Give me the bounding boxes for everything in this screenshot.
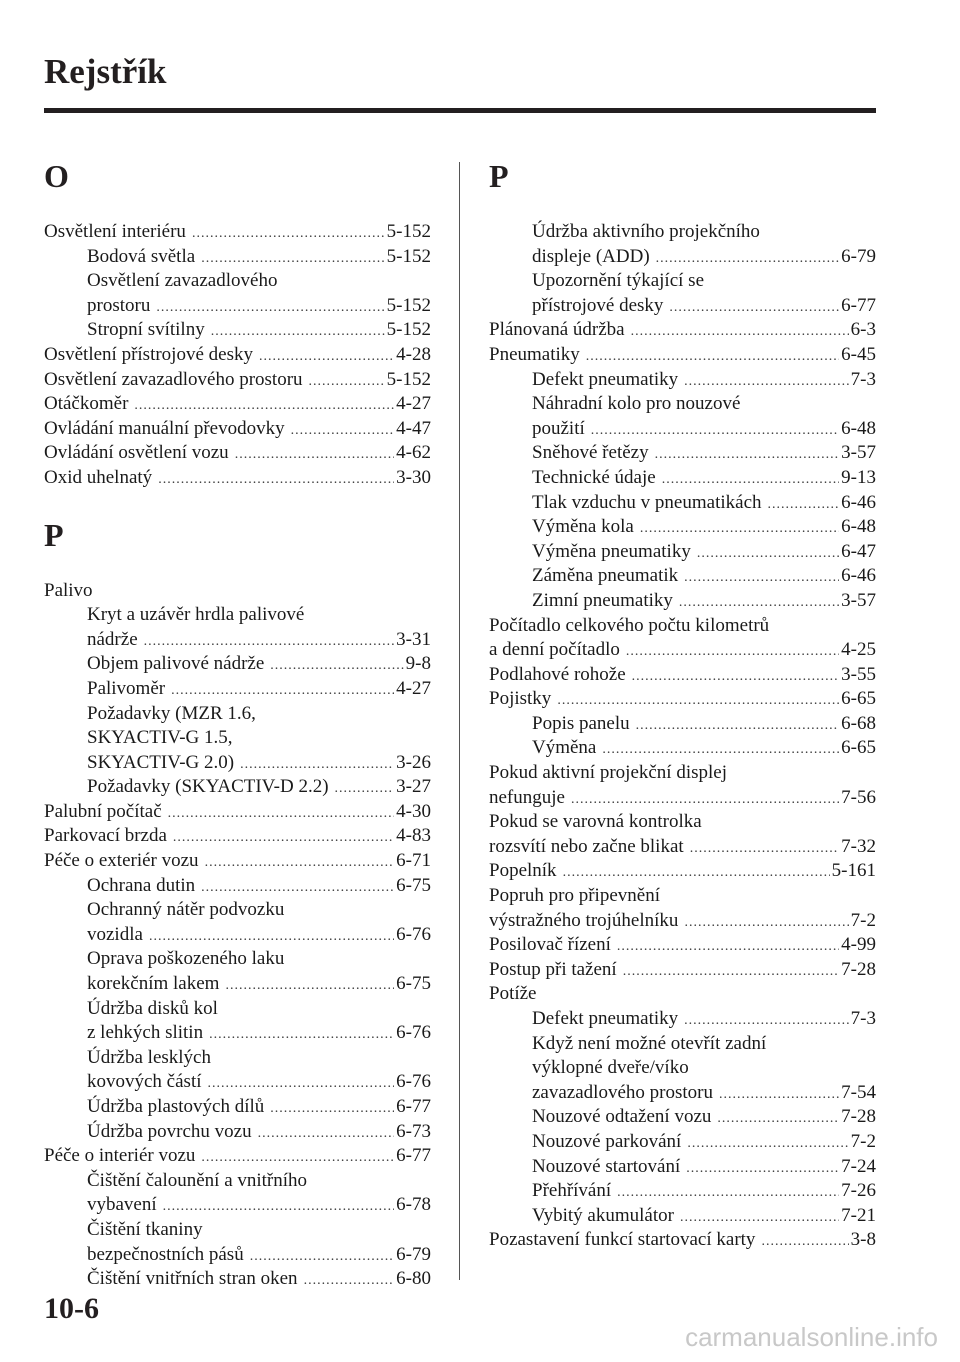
entry-text: Defekt pneumatiky (532, 1008, 679, 1029)
entry-text: rozsvítí nebo začne blikat (489, 835, 684, 857)
page-reference: 3-8 (850, 1229, 876, 1251)
entry-text: zavazadlového prostoru (532, 1081, 713, 1103)
index-subentry (44, 923, 431, 948)
index-entry (489, 663, 876, 688)
dot-leader (617, 1181, 839, 1206)
page-reference: 6-76 (396, 1071, 431, 1093)
page-reference: 7-3 (850, 1008, 876, 1029)
dot-leader (173, 826, 394, 851)
entry-text: Přehřívání (532, 1180, 612, 1202)
entry-text: korekčním lakem (87, 973, 220, 995)
index-subentry (489, 712, 876, 737)
index-subentry (489, 589, 876, 614)
index-entry (489, 687, 876, 712)
dot-leader (632, 665, 840, 690)
dot-leader (684, 370, 849, 395)
entry-text: Vybitý akumulátor (532, 1204, 674, 1226)
entry-text: bezpečnostních pásů (87, 1243, 244, 1265)
entry-text: SKYACTIV-G 2.0) (87, 751, 235, 773)
page-reference: 6-79 (841, 245, 876, 267)
index-subentry (44, 294, 431, 319)
entry-text: SKYACTIV-G 1.5, (87, 727, 233, 749)
dot-leader (240, 753, 394, 778)
entry-text: Čištění vnitřních stran oken (87, 1268, 298, 1290)
page-reference: 4-27 (396, 393, 431, 415)
index-subentry (489, 392, 876, 417)
entry-text: Osvětlení přístrojové desky (44, 343, 253, 365)
index-subentry (44, 1046, 431, 1071)
dot-leader (662, 468, 839, 493)
dot-leader (205, 851, 395, 876)
page-reference: 6-75 (396, 973, 431, 995)
dot-leader (201, 1146, 394, 1171)
dot-leader (134, 394, 394, 419)
index-entry (489, 1228, 876, 1253)
page-reference: 7-54 (841, 1081, 876, 1103)
entry-text: Podlahové rohože (489, 663, 626, 685)
page-reference: 3-57 (841, 589, 876, 611)
index-subentry (489, 1081, 876, 1106)
dot-leader (687, 1132, 848, 1157)
dot-leader (586, 345, 839, 370)
dot-leader (684, 566, 839, 591)
index-entry (489, 982, 876, 1007)
entry-text: Údržba povrchu vozu (87, 1120, 252, 1142)
entry-text: Údržba disků kol (87, 997, 218, 1019)
entry-text: Parkovací brzda (44, 825, 167, 847)
page-reference: 6-48 (841, 516, 876, 538)
entry-text: Pojistky (489, 688, 552, 710)
index-subentry (489, 417, 876, 442)
index-entry (44, 466, 431, 491)
dot-leader (684, 1009, 849, 1034)
dot-leader (291, 419, 395, 444)
dot-leader (686, 1157, 839, 1182)
dot-leader (690, 837, 839, 862)
entry-text: Otáčkoměr (44, 393, 129, 415)
page-reference: 6-65 (841, 688, 876, 710)
entry-text: Požadavky (MZR 1.6, (87, 702, 256, 724)
page-reference: 5-161 (831, 860, 876, 882)
page-reference: 3-26 (396, 751, 431, 773)
index-entry (489, 638, 876, 663)
index-entry (44, 1144, 431, 1169)
page-reference: 5-152 (386, 294, 431, 316)
dot-leader (602, 738, 839, 763)
entry-text: Potíže (489, 983, 537, 1005)
page-reference: 6-75 (396, 874, 431, 896)
dot-leader (235, 443, 394, 468)
index-subentry (489, 466, 876, 491)
index-entry (44, 849, 431, 874)
dot-leader (640, 517, 839, 542)
page-reference: 6-46 (841, 565, 876, 587)
entry-text: Výměna pneumatiky (532, 540, 691, 562)
entry-text: Osvětlení zavazadlového prostoru (44, 368, 303, 390)
dot-leader (335, 777, 395, 802)
dot-leader (250, 1245, 394, 1270)
page-reference: 6-48 (841, 417, 876, 439)
page-reference: 4-30 (396, 800, 431, 822)
index-subentry (44, 1267, 431, 1292)
entry-text: Pozastavení funkcí startovací karty (489, 1229, 756, 1251)
page-reference: 6-78 (396, 1194, 431, 1216)
entry-text: vozidla (87, 923, 143, 945)
entry-text: Když není možné otevřít zadní (532, 1032, 767, 1054)
index-subentry (489, 441, 876, 466)
entry-text: prostoru (87, 294, 151, 316)
entry-text: Ochrana dutin (87, 874, 196, 896)
page-reference: 7-3 (850, 368, 876, 390)
index-subentry (489, 515, 876, 540)
index-entry (489, 958, 876, 983)
page-reference: 6-65 (841, 737, 876, 759)
dot-leader (717, 1107, 839, 1132)
page-reference: 6-45 (841, 343, 876, 365)
page-reference: 6-77 (841, 294, 876, 316)
page-reference: 6-76 (396, 923, 431, 945)
entry-text: kovových částí (87, 1071, 202, 1093)
dot-leader (158, 468, 394, 493)
index-entry (44, 824, 431, 849)
page-reference: 7-21 (841, 1204, 876, 1226)
dot-leader (680, 1206, 839, 1231)
dot-leader (655, 443, 840, 468)
page-reference: 3-57 (841, 442, 876, 464)
index-subentry (489, 1179, 876, 1204)
dot-leader (617, 935, 839, 960)
index-subentry (489, 1130, 876, 1155)
dot-leader (684, 911, 848, 936)
dot-leader (571, 788, 839, 813)
entry-text: Náhradní kolo pro nouzové (532, 393, 741, 415)
column-divider (459, 162, 460, 1280)
page-reference: 7-26 (841, 1180, 876, 1202)
index-subentry (489, 269, 876, 294)
dot-leader (697, 542, 839, 567)
page-reference: 5-152 (386, 319, 431, 341)
dot-leader (557, 689, 839, 714)
entry-text: výstražného trojúhelníku (489, 909, 679, 931)
dot-leader (201, 247, 384, 272)
page-reference: 4-62 (396, 442, 431, 464)
index-subentry (44, 751, 431, 776)
watermark: carmanualsonline.info (685, 1322, 938, 1352)
entry-text: Čištění čalounění a vnitřního (87, 1169, 308, 1191)
page-reference: 6-46 (841, 491, 876, 513)
dot-leader (304, 1269, 395, 1294)
page-reference: 4-99 (841, 934, 876, 956)
entry-text: Ochranný nátěr podvozku (87, 899, 285, 921)
index-subentry (44, 1218, 431, 1243)
entry-text: Palubní počítač (44, 800, 162, 822)
dot-leader (309, 370, 385, 395)
index-entry (44, 800, 431, 825)
page-number: 10-6 (44, 1292, 99, 1325)
index-entry (44, 392, 431, 417)
index-subentry (489, 1056, 876, 1081)
page-reference: 4-83 (396, 825, 431, 847)
entry-text: Popis panelu (532, 712, 630, 734)
index-subentry (489, 1204, 876, 1229)
entry-text: Kryt a uzávěr hrdla palivové (87, 604, 305, 626)
page-reference: 6-68 (841, 712, 876, 734)
index-subentry (44, 245, 431, 270)
entry-text: nádrže (87, 628, 138, 650)
page-reference: 4-27 (396, 677, 431, 699)
index-subentry (489, 245, 876, 270)
dot-leader (563, 861, 830, 886)
index-entry (44, 441, 431, 466)
dot-leader (623, 960, 839, 985)
page-reference: 9-13 (841, 466, 876, 488)
index-entry (44, 417, 431, 442)
entry-text: Pokud aktivní projekční displej (489, 762, 728, 784)
dot-leader (163, 1195, 395, 1220)
dot-leader (656, 247, 840, 272)
entry-text: vybavení (87, 1194, 157, 1216)
entry-text: Popruh pro připevnění (489, 885, 660, 907)
index-subentry (489, 540, 876, 565)
page-reference: 4-47 (396, 417, 431, 439)
index-column-right (489, 156, 876, 1253)
index-subentry (44, 1070, 431, 1095)
index-subentry (44, 898, 431, 923)
page-reference: 6-80 (396, 1268, 431, 1290)
page-reference: 7-28 (841, 1106, 876, 1128)
entry-text: Výměna (532, 737, 597, 759)
index-subentry (489, 1155, 876, 1180)
index-entry (489, 761, 876, 786)
entry-text: přístrojové desky (532, 294, 664, 316)
dot-leader (259, 345, 394, 370)
dot-leader (156, 296, 384, 321)
dot-leader (270, 654, 403, 679)
entry-text: Údržba aktivního projekčního (532, 221, 760, 242)
entry-text: Osvětlení zavazadlového (87, 270, 278, 292)
dot-leader (591, 419, 839, 444)
index-subentry (44, 1243, 431, 1268)
index-subentry (489, 1105, 876, 1130)
page-reference: 7-24 (841, 1155, 876, 1177)
index-subentry (489, 736, 876, 761)
index-subentry (44, 1169, 431, 1194)
index-subentry (44, 997, 431, 1022)
page-reference: 4-25 (841, 639, 876, 661)
index-column-left (44, 156, 431, 1292)
index-subentry (44, 726, 431, 751)
page-reference: 7-32 (841, 835, 876, 857)
index-entry (489, 859, 876, 884)
index-subentry (44, 1095, 431, 1120)
page-title: Rejstřík (44, 52, 167, 91)
section-letter: O (44, 158, 69, 194)
entry-text: Tlak vzduchu v pneumatikách (532, 491, 762, 513)
index-entry (489, 786, 876, 811)
entry-text: Pneumatiky (489, 343, 580, 365)
page-reference: 6-76 (396, 1022, 431, 1044)
page-reference: 3-30 (396, 466, 431, 488)
entry-text: Technické údaje (532, 466, 656, 488)
page-reference: 9-8 (405, 653, 431, 675)
page-reference: 5-152 (386, 368, 431, 390)
index-subentry (489, 220, 876, 245)
page-reference: 5-152 (386, 221, 431, 242)
index-subentry (44, 652, 431, 677)
dot-leader (171, 679, 394, 704)
index-subentry (489, 564, 876, 589)
entry-text: Popelník (489, 860, 557, 882)
entry-text: Údržba plastových dílů (87, 1096, 265, 1117)
entry-text: Stropní svítilny (87, 319, 205, 341)
entry-text: Sněhové řetězy (532, 442, 649, 464)
entry-text: Péče o interiér vozu (44, 1145, 196, 1167)
index-entry (44, 220, 431, 245)
index-subentry (44, 775, 431, 800)
entry-text: Defekt pneumatiky (532, 368, 679, 390)
dot-leader (144, 630, 395, 655)
index-entry (44, 368, 431, 393)
dot-leader (626, 640, 839, 665)
index-subentry (44, 947, 431, 972)
section-letter: P (44, 516, 64, 553)
index-entry (489, 884, 876, 909)
entry-text: Postup při tažení (489, 958, 617, 980)
page-reference: 3-55 (841, 663, 876, 685)
index-entry (489, 835, 876, 860)
entry-text: Palivoměr (87, 677, 166, 699)
entry-text: Palivo (44, 579, 93, 601)
dot-leader (719, 1083, 839, 1108)
entry-text: Péče o exteriér vozu (44, 850, 199, 872)
entry-text: Nouzové startování (532, 1155, 681, 1177)
page-reference: 5-152 (386, 245, 431, 267)
index-subentry (44, 1193, 431, 1218)
dot-leader (258, 1122, 395, 1147)
index-entry (44, 343, 431, 368)
entry-text: Údržba lesklých (87, 1046, 211, 1068)
dot-leader (761, 1230, 848, 1255)
entry-text: Zimní pneumatiky (532, 589, 673, 611)
index-entry (489, 933, 876, 958)
index-subentry (489, 294, 876, 319)
page-reference: 7-2 (850, 909, 876, 931)
entry-text: Bodová světla (87, 245, 196, 267)
entry-text: Pokud se varovná kontrolka (489, 811, 702, 833)
page-reference: 6-71 (396, 850, 431, 872)
index-subentry (44, 972, 431, 997)
entry-text: Výměna kola (532, 516, 634, 538)
dot-leader (209, 1023, 394, 1048)
dot-leader (270, 1097, 394, 1122)
page-reference: 6-79 (396, 1243, 431, 1265)
page-reference: 7-28 (841, 958, 876, 980)
page-reference: 7-2 (850, 1130, 876, 1152)
dot-leader (225, 974, 394, 999)
entry-text: Oxid uhelnatý (44, 466, 153, 488)
dot-leader (211, 320, 385, 345)
entry-text: Čištění tkaniny (87, 1218, 203, 1240)
dot-leader (201, 876, 394, 901)
index-subentry (44, 1021, 431, 1046)
entry-text: Ovládání osvětlení vozu (44, 442, 229, 464)
dot-leader (168, 802, 395, 827)
index-subentry (489, 1007, 876, 1032)
index-subentry (44, 1120, 431, 1145)
dot-leader (768, 493, 840, 518)
index-subentry (489, 1032, 876, 1057)
index-entry (489, 810, 876, 835)
index-entry (489, 614, 876, 639)
index-subentry (44, 628, 431, 653)
index-subentry (489, 491, 876, 516)
index-subentry (44, 603, 431, 628)
page-reference: 4-28 (396, 343, 431, 365)
dot-leader (208, 1072, 395, 1097)
index-entry (489, 318, 876, 343)
index-entry (489, 343, 876, 368)
index-subentry (44, 874, 431, 899)
entry-text: a denní počítadlo (489, 639, 620, 661)
entry-text: z lehkých slitin (87, 1022, 204, 1044)
page-reference: 6-77 (396, 1096, 431, 1117)
entry-text: nefunguje (489, 786, 565, 808)
dot-leader (631, 320, 849, 345)
entry-text: Objem palivové nádrže (87, 653, 265, 675)
entry-text: Upozornění týkající se (532, 270, 705, 292)
entry-text: Nouzové odtažení vozu (532, 1106, 712, 1128)
entry-text: Nouzové parkování (532, 1130, 682, 1152)
entry-text: Osvětlení interiéru (44, 221, 186, 242)
index-subentry (44, 677, 431, 702)
page-reference: 3-31 (396, 628, 431, 650)
section-letter: P (489, 158, 509, 194)
header-rule (44, 108, 876, 113)
entry-text: Plánovaná údržba (489, 319, 625, 341)
index-subentry (44, 318, 431, 343)
entry-text: Oprava poškozeného laku (87, 948, 285, 970)
index-subentry (44, 702, 431, 727)
entry-text: Posilovač řízení (489, 934, 611, 956)
entry-text: použití (532, 417, 585, 439)
dot-leader (636, 714, 840, 739)
dot-leader (192, 222, 385, 247)
entry-text: Ovládání manuální převodovky (44, 417, 285, 439)
entry-text: Záměna pneumatik (532, 565, 679, 587)
index-subentry (489, 368, 876, 393)
entry-text: displeje (ADD) (532, 245, 650, 267)
page-reference: 6-77 (396, 1145, 431, 1167)
page-reference: 6-73 (396, 1120, 431, 1142)
dot-leader (669, 296, 839, 321)
dot-leader (149, 925, 394, 950)
page-reference: 6-47 (841, 540, 876, 562)
page-reference: 7-56 (841, 786, 876, 808)
entry-text: Požadavky (SKYACTIV-D 2.2) (87, 776, 329, 798)
index-entry (44, 579, 431, 604)
page-reference: 6-3 (850, 319, 876, 341)
index-subentry (44, 269, 431, 294)
page-reference: 3-27 (396, 776, 431, 798)
entry-text: Počítadlo celkového počtu kilometrů (489, 614, 770, 636)
entry-text: výklopné dveře/víko (532, 1057, 689, 1079)
dot-leader (679, 591, 839, 616)
index-entry (489, 909, 876, 934)
